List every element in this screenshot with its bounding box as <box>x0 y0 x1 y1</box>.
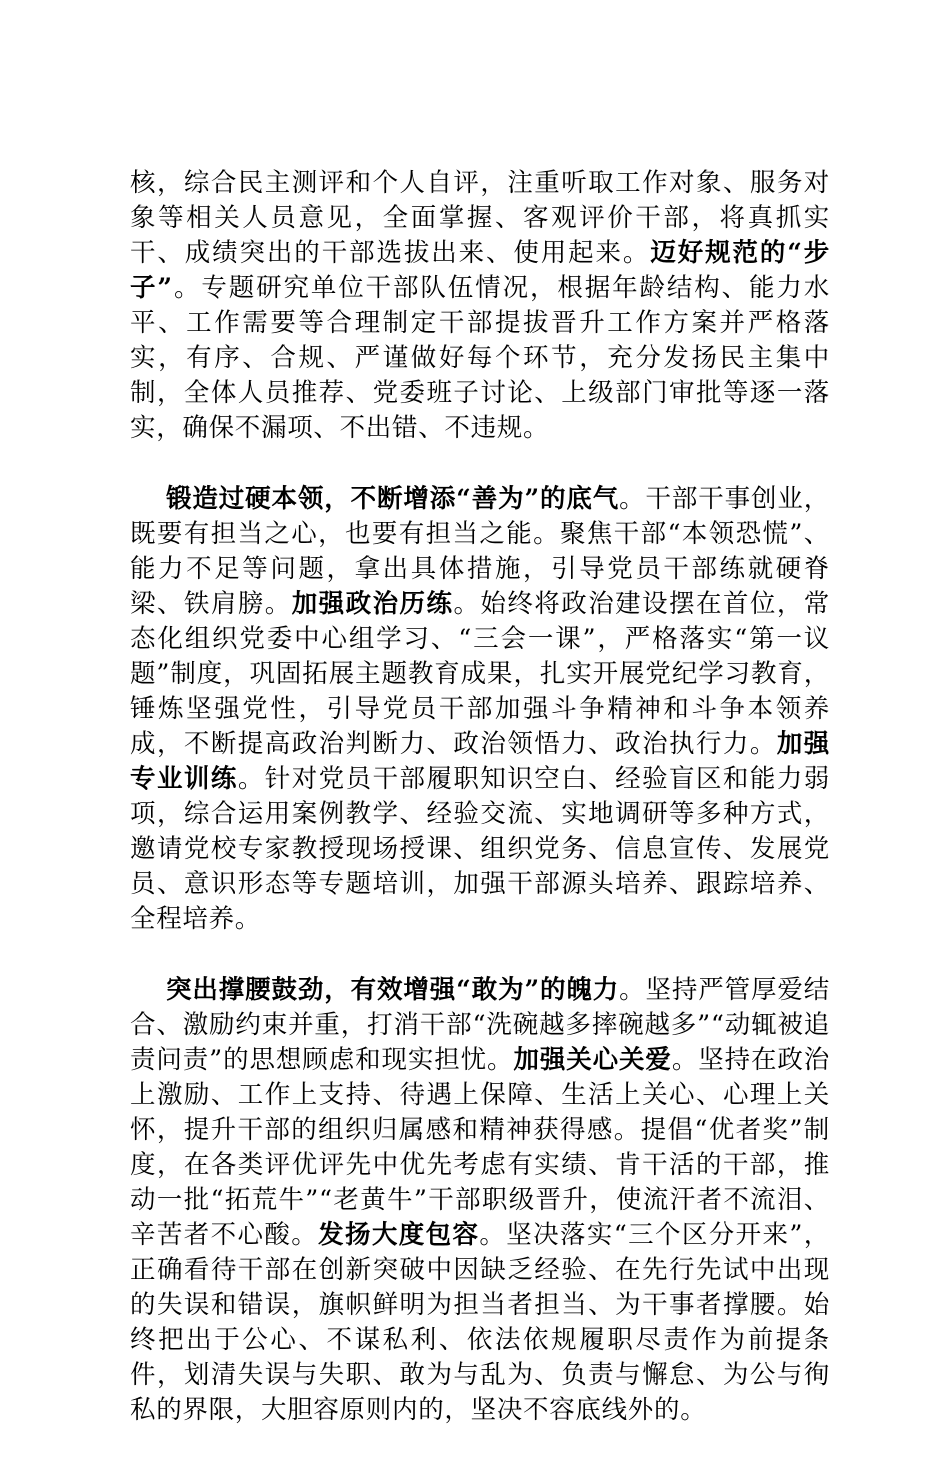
paragraph-2-text: 。干部干事创业，既要有担当之心，也要有担当之能。聚焦干部“本领恐慌”、能力不足等问题，拿出具体措施，引导党员干部练就硬脊梁、铁肩膀。 <box>130 484 831 619</box>
paragraph-3-text: 。坚持严管厚爱结合、激励约束并重，打消干部“洗碗越多摔碗越多”“动辄被追责问责”的思想顾虑和现实担忧。 <box>130 975 831 1075</box>
paragraph-1-text: 核，综合民主测评和个人自评，注重听取工作对象、服务对象等相关人员意见，全面掌握、客观评价干部，将真抓实干、成绩突出的干部选拔出来、使用起来。 <box>130 168 830 268</box>
document-body <box>130 166 830 1464</box>
paragraph-2-subheading-professional: 加强专业训练 <box>130 729 830 794</box>
paragraph-3 <box>130 973 830 1428</box>
paragraph-2-text: 。针对党员干部履职知识空白、经验盲区和能力弱项，综合运用案例教学、经验交流、实地调研等多种方式，邀请党校专家教授现场授课、组织党务、信息宣传、发展党员、意识形态等专题培训，加强干部源头培养、跟踪培养、全程培养。 <box>130 764 830 934</box>
paragraph-2-heading: 锻造过硬本领，不断增添“善为”的底气 <box>166 484 620 514</box>
paragraph-1 <box>130 166 830 446</box>
paragraph-1-heading-buzi: 迈好规范的“步子” <box>130 238 830 303</box>
paragraph-3-subheading-care: 加强关心关爱 <box>513 1045 672 1075</box>
paragraph-3-subheading-tolerance: 发扬大度包容 <box>318 1220 480 1250</box>
paragraph-2-text: 。始终将政治建设摆在首位，常态化组织党委中心组学习、“三会一课”，严格落实“第一议题”制度，巩固拓展主题教育成果，扎实开展党纪学习教育，锤炼坚强党性，引导党员干部加强斗争精神和斗争本领养成，不断提高政治判断力、政治领悟力、政治执行力。 <box>130 589 831 759</box>
paragraph-3-text: 。坚持在政治上激励、工作上支持、待遇上保障、生活上关心、心理上关怀，提升干部的组织归属感和精神获得感。提倡“优者奖”制度，在各类评优评先中优先考虑有实绩、肯干活的干部，推动一批“拓荒牛”“老黄牛”干部职级晋升，使流汗者不流泪、辛苦者不心酸。 <box>130 1045 830 1250</box>
paragraph-2 <box>130 482 830 937</box>
paragraph-1-text: 。专题研究单位干部队伍情况，根据年龄结构、能力水平、工作需要等合理制定干部提拔晋升工作方案并严格落实，有序、合规、严谨做好每个环节，充分发扬民主集中制，全体人员推荐、党委班子讨论、上级部门审批等逐一落实，确保不漏项、不出错、不违规。 <box>130 273 830 443</box>
paragraph-3-heading: 突出撑腰鼓劲，有效增强“敢为”的魄力 <box>166 975 620 1005</box>
paragraph-3-text: 。坚决落实“三个区分开来”，正确看待干部在创新突破中因缺乏经验、在先行先试中出现的失误和错误，旗帜鲜明为担当者担当、为干事者撑腰。始终把出于公心、不谋私利、依法依规履职尽责作为前提条件，划清失误与失职、敢为与乱为、负责与懈怠、为公与徇私的界限，大胆容原则内的，坚决不容底线外的。 <box>130 1220 831 1425</box>
paragraph-2-subheading-political: 加强政治历练 <box>291 589 454 619</box>
